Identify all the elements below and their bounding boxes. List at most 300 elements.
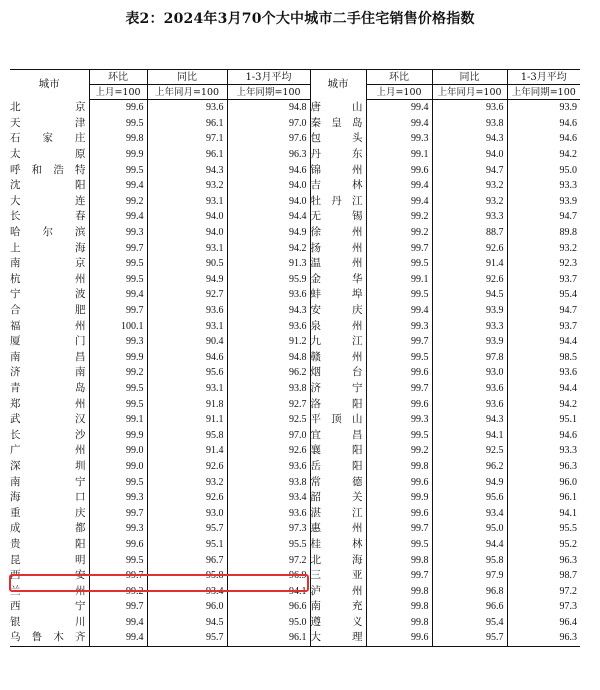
city-name-cell: 北京: [10, 100, 89, 116]
yoy-cell: 91.4: [432, 256, 507, 272]
city-name-cell: 大理: [310, 630, 366, 646]
city-name-cell: 大连: [10, 194, 89, 210]
yoy-cell: 91.1: [147, 412, 227, 428]
avg-cell: 93.8: [227, 381, 310, 397]
mom-cell: 99.2: [89, 194, 147, 210]
header-avg-left: 1-3月平均: [227, 70, 310, 85]
page-title: 表2：2024年3月70个大中城市二手住宅销售价格指数: [125, 11, 475, 27]
yoy-cell: 93.8: [432, 116, 507, 132]
city-name-cell: 南昌: [10, 350, 89, 366]
avg-cell: 94.6: [559, 133, 577, 145]
avg-cell: 93.6: [227, 318, 310, 334]
avg-cell: 93.6: [227, 505, 310, 521]
city-name-cell: 宜昌: [310, 427, 366, 443]
city-name-cell: 重庆: [10, 505, 89, 521]
mom-cell: 99.3: [89, 490, 147, 506]
mom-cell: 99.5: [366, 537, 432, 553]
yoy-cell: 94.0: [147, 225, 227, 241]
avg-cell: 94.4: [227, 209, 310, 225]
mom-cell: 99.8: [366, 459, 432, 475]
city-name-cell: 福州: [10, 318, 89, 334]
yoy-cell: 93.2: [147, 474, 227, 490]
header-yoy-left: 同比: [147, 70, 227, 85]
yoy-cell: 96.0: [147, 599, 227, 615]
mom-cell: 99.6: [366, 162, 432, 178]
yoy-cell: 96.1: [147, 147, 227, 163]
city-name-cell: 扬州: [310, 240, 366, 256]
mom-cell: 99.6: [366, 630, 432, 646]
table-row: [10, 256, 580, 272]
table-row: [10, 365, 580, 381]
mom-cell: 99.2: [89, 583, 147, 599]
table-row: [10, 583, 580, 599]
table-row: [10, 287, 580, 303]
table-row: [10, 162, 580, 178]
mom-cell: 99.4: [89, 287, 147, 303]
mom-cell: 99.0: [89, 459, 147, 475]
city-name-cell: 厦门: [10, 334, 89, 350]
city-name-cell: 石家庄: [10, 131, 89, 147]
yoy-cell: 96.6: [432, 599, 507, 615]
avg-cell: 95.4: [559, 289, 577, 301]
mom-cell: 99.7: [89, 568, 147, 584]
header-row-2: [10, 85, 580, 100]
table-row: [10, 568, 580, 584]
mom-cell: 99.5: [89, 474, 147, 490]
price-index-table: [10, 69, 580, 647]
yoy-cell: 95.8: [432, 552, 507, 568]
avg-cell: 94.6: [559, 117, 577, 129]
table-row: [10, 272, 580, 288]
avg-cell: 93.9: [559, 195, 577, 207]
yoy-cell: 95.6: [147, 365, 227, 381]
table-row: [10, 537, 580, 553]
mom-cell: 99.9: [89, 350, 147, 366]
city-name-cell: 安庆: [310, 303, 366, 319]
avg-cell: 94.4: [559, 336, 577, 348]
yoy-cell: 95.7: [147, 630, 227, 646]
table-row: [10, 225, 580, 241]
city-name-cell: 遵义: [310, 615, 366, 631]
city-name-cell: 西安: [10, 568, 89, 584]
avg-cell: 93.4: [227, 490, 310, 506]
mom-cell: 99.1: [366, 272, 432, 288]
header-yoy-base-right: 上年同月=100: [432, 85, 507, 100]
yoy-cell: 95.0: [432, 521, 507, 537]
yoy-cell: 94.9: [432, 474, 507, 490]
city-name-cell: 南充: [310, 599, 366, 615]
city-name-cell: 长沙: [10, 427, 89, 443]
yoy-cell: 92.7: [147, 287, 227, 303]
city-name-cell: 牡丹江: [310, 194, 366, 210]
mom-cell: 99.6: [89, 537, 147, 553]
yoy-cell: 92.6: [147, 490, 227, 506]
mom-cell: 99.8: [89, 131, 147, 147]
mom-cell: 99.2: [366, 209, 432, 225]
yoy-cell: 90.4: [147, 334, 227, 350]
mom-cell: 99.7: [366, 521, 432, 537]
city-name-cell: 武汉: [10, 412, 89, 428]
header-avg-base-right: 上年同期=100: [507, 85, 580, 100]
mom-cell: 99.1: [366, 147, 432, 163]
avg-cell: 97.6: [227, 131, 310, 147]
city-name-cell: 常德: [310, 474, 366, 490]
mom-cell: 99.5: [89, 162, 147, 178]
avg-cell: 93.6: [227, 459, 310, 475]
city-name-cell: 锦州: [310, 162, 366, 178]
avg-cell: 93.7: [559, 273, 577, 285]
yoy-cell: 93.6: [432, 396, 507, 412]
mom-cell: 99.6: [366, 505, 432, 521]
yoy-cell: 96.7: [147, 552, 227, 568]
mom-cell: 99.3: [366, 318, 432, 334]
yoy-cell: 93.3: [432, 209, 507, 225]
city-name-cell: 三亚: [310, 568, 366, 584]
yoy-cell: 93.2: [432, 194, 507, 210]
avg-cell: 93.6: [559, 367, 577, 379]
table-row: [10, 303, 580, 319]
yoy-cell: 96.2: [432, 459, 507, 475]
yoy-cell: 95.8: [147, 568, 227, 584]
yoy-cell: 93.0: [432, 365, 507, 381]
table-row: [10, 521, 580, 537]
yoy-cell: 93.3: [432, 318, 507, 334]
header-mom-left: 环比: [89, 70, 147, 85]
table-row: [10, 116, 580, 132]
mom-cell: 99.3: [366, 131, 432, 147]
header-city-left: 城市: [10, 70, 89, 100]
table-row: [10, 412, 580, 428]
mom-cell: 99.7: [366, 568, 432, 584]
city-name-cell: 九江: [310, 334, 366, 350]
mom-cell: 99.3: [366, 412, 432, 428]
yoy-cell: 94.5: [147, 615, 227, 631]
yoy-cell: 97.9: [432, 568, 507, 584]
mom-cell: 99.4: [89, 178, 147, 194]
city-name-cell: 深圳: [10, 459, 89, 475]
city-name-cell: 呼和浩特: [10, 162, 89, 178]
city-name-cell: 沈阳: [10, 178, 89, 194]
city-name-cell: 长春: [10, 209, 89, 225]
mom-cell: 99.4: [366, 178, 432, 194]
mom-cell: 99.7: [89, 599, 147, 615]
yoy-cell: 94.3: [147, 162, 227, 178]
avg-cell: 96.2: [227, 365, 310, 381]
mom-cell: 99.5: [366, 427, 432, 443]
mom-cell: 99.9: [366, 490, 432, 506]
city-name-cell: 秦皇岛: [310, 116, 366, 132]
yoy-cell: 97.8: [432, 350, 507, 366]
city-name-cell: 北海: [310, 552, 366, 568]
avg-cell: 92.5: [227, 412, 310, 428]
city-name-cell: 成都: [10, 521, 89, 537]
city-name-cell: 赣州: [310, 350, 366, 366]
mom-cell: 99.4: [366, 194, 432, 210]
mom-cell: 99.2: [366, 225, 432, 241]
city-name-cell: 韶关: [310, 490, 366, 506]
mom-cell: 99.6: [366, 396, 432, 412]
mom-cell: 99.0: [89, 443, 147, 459]
city-name-cell: 宁波: [10, 287, 89, 303]
table-row: [10, 350, 580, 366]
city-name-cell: 温州: [310, 256, 366, 272]
city-name-cell: 桂林: [310, 537, 366, 553]
avg-cell: 95.9: [227, 272, 310, 288]
table-row: [10, 505, 580, 521]
city-name-cell: 郑州: [10, 396, 89, 412]
yoy-cell: 95.1: [147, 537, 227, 553]
mom-cell: 99.3: [89, 334, 147, 350]
mom-cell: 99.7: [366, 334, 432, 350]
header-yoy-base-left: 上年同月=100: [147, 85, 227, 100]
city-name-cell: 杭州: [10, 272, 89, 288]
avg-cell: 93.8: [227, 474, 310, 490]
mom-cell: 99.6: [366, 365, 432, 381]
city-name-cell: 襄阳: [310, 443, 366, 459]
city-name-cell: 无锡: [310, 209, 366, 225]
mom-cell: 99.7: [89, 303, 147, 319]
city-name-cell: 青岛: [10, 381, 89, 397]
yoy-cell: 95.4: [432, 615, 507, 631]
table-row: [10, 443, 580, 459]
mom-cell: 99.5: [366, 287, 432, 303]
yoy-cell: 95.7: [432, 630, 507, 646]
city-name-cell: 平顶山: [310, 412, 366, 428]
avg-cell: 97.0: [227, 427, 310, 443]
yoy-cell: 93.9: [432, 334, 507, 350]
city-name-cell: 烟台: [310, 365, 366, 381]
city-name-cell: 贵阳: [10, 537, 89, 553]
yoy-cell: 93.1: [147, 194, 227, 210]
avg-cell: 94.7: [559, 211, 577, 223]
mom-cell: 99.8: [366, 552, 432, 568]
table-row: [10, 459, 580, 475]
avg-cell: 94.0: [227, 178, 310, 194]
avg-cell: 97.3: [559, 601, 577, 613]
avg-cell: 92.6: [227, 443, 310, 459]
yoy-cell: 93.1: [147, 240, 227, 256]
yoy-cell: 95.8: [147, 427, 227, 443]
avg-cell: 96.9: [227, 568, 310, 584]
mom-cell: 99.5: [89, 396, 147, 412]
yoy-cell: 95.7: [147, 521, 227, 537]
header-mom-base-left: 上月=100: [89, 85, 147, 100]
avg-cell: 95.1: [559, 414, 577, 426]
yoy-cell: 94.9: [147, 272, 227, 288]
avg-cell: 97.2: [227, 552, 310, 568]
avg-cell: 94.8: [227, 100, 310, 116]
mom-cell: 99.7: [89, 505, 147, 521]
avg-cell: 94.6: [559, 429, 577, 441]
mom-cell: 99.9: [89, 147, 147, 163]
city-name-cell: 海口: [10, 490, 89, 506]
mom-cell: 99.4: [366, 100, 432, 116]
table-row: [10, 334, 580, 350]
avg-cell: 96.1: [559, 492, 577, 504]
mom-cell: 99.5: [89, 552, 147, 568]
header-yoy-right: 同比: [432, 70, 507, 85]
avg-cell: 94.6: [227, 162, 310, 178]
mom-cell: 99.4: [89, 209, 147, 225]
yoy-cell: 93.4: [432, 505, 507, 521]
yoy-cell: 93.6: [432, 100, 507, 116]
yoy-cell: 94.7: [432, 162, 507, 178]
city-name-cell: 西宁: [10, 599, 89, 615]
avg-cell: 97.0: [227, 116, 310, 132]
mom-cell: 99.9: [89, 427, 147, 443]
city-name-cell: 乌鲁木齐: [10, 630, 89, 646]
table-row: [10, 209, 580, 225]
header-avg-right: 1-3月平均: [507, 70, 580, 85]
mom-cell: 99.2: [366, 443, 432, 459]
city-name-cell: 银川: [10, 615, 89, 631]
mom-cell: 99.5: [366, 256, 432, 272]
table-row: [10, 381, 580, 397]
avg-cell: 94.2: [559, 149, 577, 161]
yoy-cell: 94.0: [432, 147, 507, 163]
avg-cell: 94.2: [227, 240, 310, 256]
yoy-cell: 90.5: [147, 256, 227, 272]
table-row: [10, 194, 580, 210]
mom-cell: 99.4: [89, 630, 147, 646]
header-mom-base-right: 上月=100: [366, 85, 432, 100]
city-name-cell: 洛阳: [310, 396, 366, 412]
city-name-cell: 昆明: [10, 552, 89, 568]
mom-cell: 99.7: [89, 240, 147, 256]
mom-cell: 99.6: [89, 100, 147, 116]
avg-cell: 96.3: [559, 460, 577, 472]
city-name-cell: 太原: [10, 147, 89, 163]
city-name-cell: 南京: [10, 256, 89, 272]
avg-cell: 94.7: [559, 305, 577, 317]
city-name-cell: 金华: [310, 272, 366, 288]
avg-cell: 94.1: [227, 583, 310, 599]
avg-cell: 94.3: [227, 303, 310, 319]
city-name-cell: 济南: [10, 365, 89, 381]
avg-cell: 95.0: [559, 164, 577, 176]
city-name-cell: 兰州: [10, 583, 89, 599]
avg-cell: 93.7: [559, 320, 577, 332]
avg-cell: 94.1: [559, 507, 577, 519]
yoy-cell: 93.4: [147, 583, 227, 599]
table-row: [10, 131, 580, 147]
yoy-cell: 91.8: [147, 396, 227, 412]
city-name-cell: 济宁: [310, 381, 366, 397]
yoy-cell: 97.1: [147, 131, 227, 147]
yoy-cell: 94.6: [147, 350, 227, 366]
city-name-cell: 泉州: [310, 318, 366, 334]
city-name-cell: 天津: [10, 116, 89, 132]
yoy-cell: 95.6: [432, 490, 507, 506]
city-name-cell: 泸州: [310, 583, 366, 599]
avg-cell: 95.0: [227, 615, 310, 631]
avg-cell: 93.3: [559, 180, 577, 192]
mom-cell: 99.3: [89, 521, 147, 537]
city-name-cell: 蚌埠: [310, 287, 366, 303]
yoy-cell: 94.0: [147, 209, 227, 225]
avg-cell: 96.3: [507, 630, 580, 646]
avg-cell: 91.3: [227, 256, 310, 272]
mom-cell: 99.8: [366, 583, 432, 599]
avg-cell: 96.1: [227, 630, 310, 646]
mom-cell: 99.4: [366, 303, 432, 319]
avg-cell: 92.3: [559, 258, 577, 270]
avg-cell: 96.6: [227, 599, 310, 615]
mom-cell: 99.7: [366, 381, 432, 397]
table-row: [10, 100, 580, 116]
city-name-cell: 唐山: [310, 100, 366, 116]
yoy-cell: 93.2: [432, 178, 507, 194]
table-row: [10, 615, 580, 631]
yoy-cell: 91.4: [147, 443, 227, 459]
table-row: [10, 147, 580, 163]
yoy-cell: 93.6: [432, 381, 507, 397]
avg-cell: 94.9: [227, 225, 310, 241]
city-name-cell: 丹东: [310, 147, 366, 163]
yoy-cell: 93.9: [432, 303, 507, 319]
city-name-cell: 上海: [10, 240, 89, 256]
yoy-cell: 93.0: [147, 505, 227, 521]
yoy-cell: 93.6: [147, 303, 227, 319]
city-name-cell: 南宁: [10, 474, 89, 490]
avg-cell: 96.3: [559, 554, 577, 566]
mom-cell: 99.5: [89, 256, 147, 272]
table-row: [10, 178, 580, 194]
city-name-cell: 岳阳: [310, 459, 366, 475]
table-row: [10, 427, 580, 443]
avg-cell: 95.2: [559, 538, 577, 550]
yoy-cell: 94.4: [432, 537, 507, 553]
yoy-cell: 94.5: [432, 287, 507, 303]
table-row: [10, 630, 580, 646]
avg-cell: 94.8: [227, 350, 310, 366]
avg-cell: 93.9: [559, 102, 577, 114]
table-row: [10, 240, 580, 256]
avg-cell: 96.0: [559, 476, 577, 488]
yoy-cell: 93.1: [147, 381, 227, 397]
table-row: [10, 474, 580, 490]
header-avg-base-left: 上年同期=100: [227, 85, 310, 100]
mom-cell: 99.1: [89, 412, 147, 428]
yoy-cell: 96.1: [147, 116, 227, 132]
yoy-cell: 93.1: [147, 318, 227, 334]
header-row-1: [10, 70, 580, 85]
yoy-cell: 88.7: [432, 225, 507, 241]
city-name-cell: 惠州: [310, 521, 366, 537]
table-row: [10, 490, 580, 506]
yoy-cell: 94.1: [432, 427, 507, 443]
yoy-cell: 92.6: [147, 459, 227, 475]
avg-cell: 96.4: [559, 616, 577, 628]
mom-cell: 99.3: [89, 225, 147, 241]
mom-cell: 99.2: [89, 365, 147, 381]
header-mom-right: 环比: [366, 70, 432, 85]
mom-cell: 99.5: [89, 272, 147, 288]
mom-cell: 99.8: [366, 599, 432, 615]
mom-cell: 99.5: [89, 381, 147, 397]
avg-cell: 94.2: [559, 398, 577, 410]
yoy-cell: 92.5: [432, 443, 507, 459]
avg-cell: 94.0: [227, 194, 310, 210]
mom-cell: 99.6: [366, 474, 432, 490]
mom-cell: 99.5: [89, 116, 147, 132]
table-row: [10, 396, 580, 412]
mom-cell: 100.1: [89, 318, 147, 334]
yoy-cell: 94.3: [432, 131, 507, 147]
yoy-cell: 93.6: [147, 100, 227, 116]
yoy-cell: 92.6: [432, 240, 507, 256]
avg-cell: 93.6: [227, 287, 310, 303]
